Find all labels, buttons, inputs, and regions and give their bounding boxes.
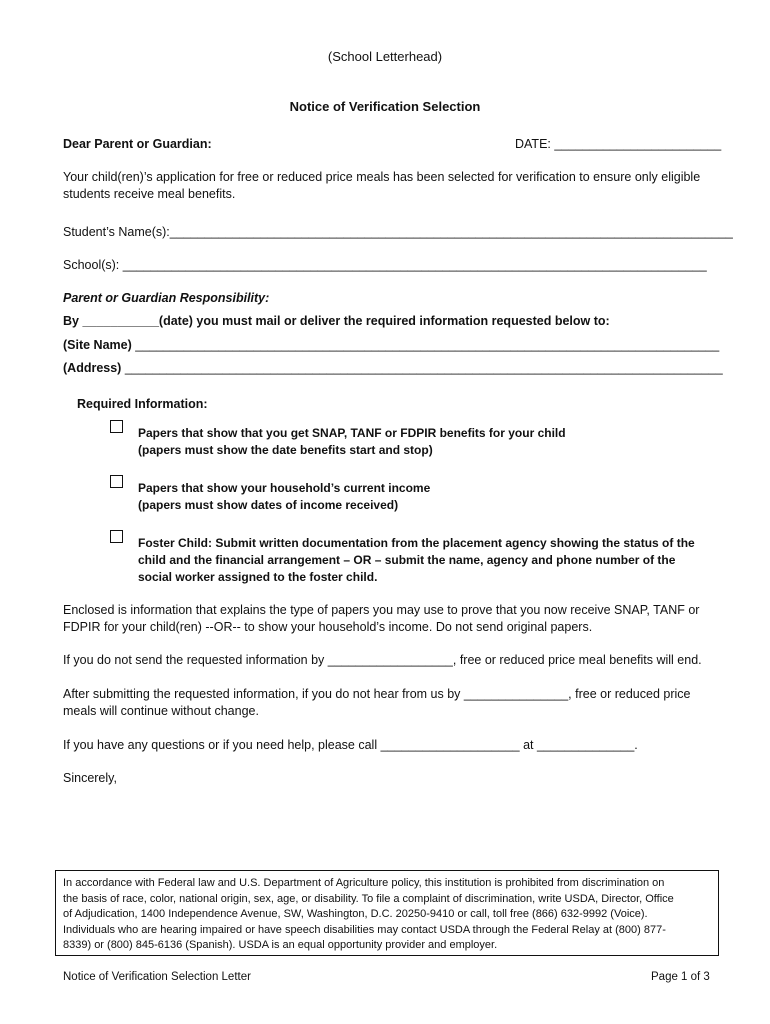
statement-line: of Adjudication, 1400 Independence Avenue, SW, Washington, D.C. 20250-9410 or call, toll free (866) 632-9992 (Voice).: [63, 908, 648, 920]
after-submitting-paragraph: [63, 686, 723, 720]
item-line: Papers that show your household’s current income: [138, 481, 431, 495]
page-title: Notice of Verification Selection: [289, 99, 481, 114]
item-line: child and the financial arrangement – OR – submit the name, agency and phone number of the: [138, 553, 676, 567]
benefits-end-paragraph: If you do not send the requested information by __________________, free or reduced price meal benefits will end.: [63, 653, 702, 667]
statement-line: 8339) or (800) 845-6136 (Spanish). USDA is an equal opportunity provider and employer.: [63, 939, 498, 951]
intro-line: students receive meal benefits.: [63, 187, 236, 201]
deadline-instruction: By ___________(date) you must mail or deliver the required information requested below to:: [63, 314, 610, 328]
statement-line: the basis of race, color, national origin, sex, age, or disability. To file a complaint of discrimination, write USDA, Director, Office: [63, 892, 674, 905]
checkbox-income[interactable]: [110, 475, 123, 488]
closing: Sincerely,: [63, 771, 117, 785]
item-line: social worker assigned to the foster child.: [138, 570, 378, 584]
site-name-blank: ____________________________________________________________________________________: [131, 338, 720, 352]
item-line: (papers must show the date benefits start and stop): [138, 443, 433, 457]
salutation: Dear Parent or Guardian:: [63, 137, 212, 151]
required-item-benefits: [138, 425, 728, 459]
intro-paragraph: [63, 169, 723, 203]
date-field: DATE: ________________________: [515, 137, 722, 151]
enclosed-line: Enclosed is information that explains the type of papers you may use to prove that you now receive SNAP, TANF or: [63, 603, 700, 617]
responsibility-heading: Parent or Guardian Responsibility:: [63, 291, 270, 305]
intro-line: Your child(ren)’s application for free or reduced price meals has been selected for verification to ensure only eligible: [63, 170, 701, 184]
item-line: Foster Child: Submit written documentation from the placement agency showing the status of the: [138, 536, 695, 550]
checkbox-foster-child[interactable]: [110, 530, 123, 543]
required-item-foster-child: [138, 535, 728, 586]
address-blank: ______________________________________________________________________________________: [121, 361, 723, 375]
schools-field: School(s): ____________________________________________________________________________________: [63, 258, 707, 272]
after-line: meals will continue without change.: [63, 704, 259, 718]
nondiscrimination-statement: [55, 870, 719, 956]
footer-title: Notice of Verification Selection Letter: [63, 971, 251, 983]
statement-line: In accordance with Federal law and U.S. Department of Agriculture policy, this institution is prohibited from discrimination on: [63, 877, 665, 889]
students-name-field: Student’s Name(s):_________________________________________________________________________________: [63, 225, 733, 239]
page-number: Page 1 of 3: [651, 971, 710, 983]
address-label: (Address): [63, 361, 122, 375]
after-line: After submitting the requested information, if you do not hear from us by _______________, free or reduced price: [63, 687, 691, 701]
site-name-field: [63, 337, 719, 354]
item-line: Papers that show that you get SNAP, TANF or FDPIR benefits for your child: [138, 426, 566, 440]
required-info-heading: Required Information:: [77, 397, 208, 411]
statement-line: Individuals who are hearing impaired or have speech disabilities may contact USDA through the Federal Relay at (800) 877-: [63, 923, 666, 936]
item-line: (papers must show dates of income received): [138, 498, 399, 512]
required-item-income: [138, 480, 728, 514]
checkbox-benefits[interactable]: [110, 420, 123, 433]
school-letterhead: (School Letterhead): [327, 49, 443, 64]
site-name-label: (Site Name): [63, 338, 132, 352]
enclosed-line: FDPIR for your child(ren) --OR-- to show your household’s income. Do not send original papers.: [63, 620, 593, 634]
address-field: [63, 360, 723, 377]
questions-paragraph: If you have any questions or if you need help, please call ____________________ at ______________.: [63, 738, 638, 752]
enclosed-paragraph: [63, 602, 723, 636]
